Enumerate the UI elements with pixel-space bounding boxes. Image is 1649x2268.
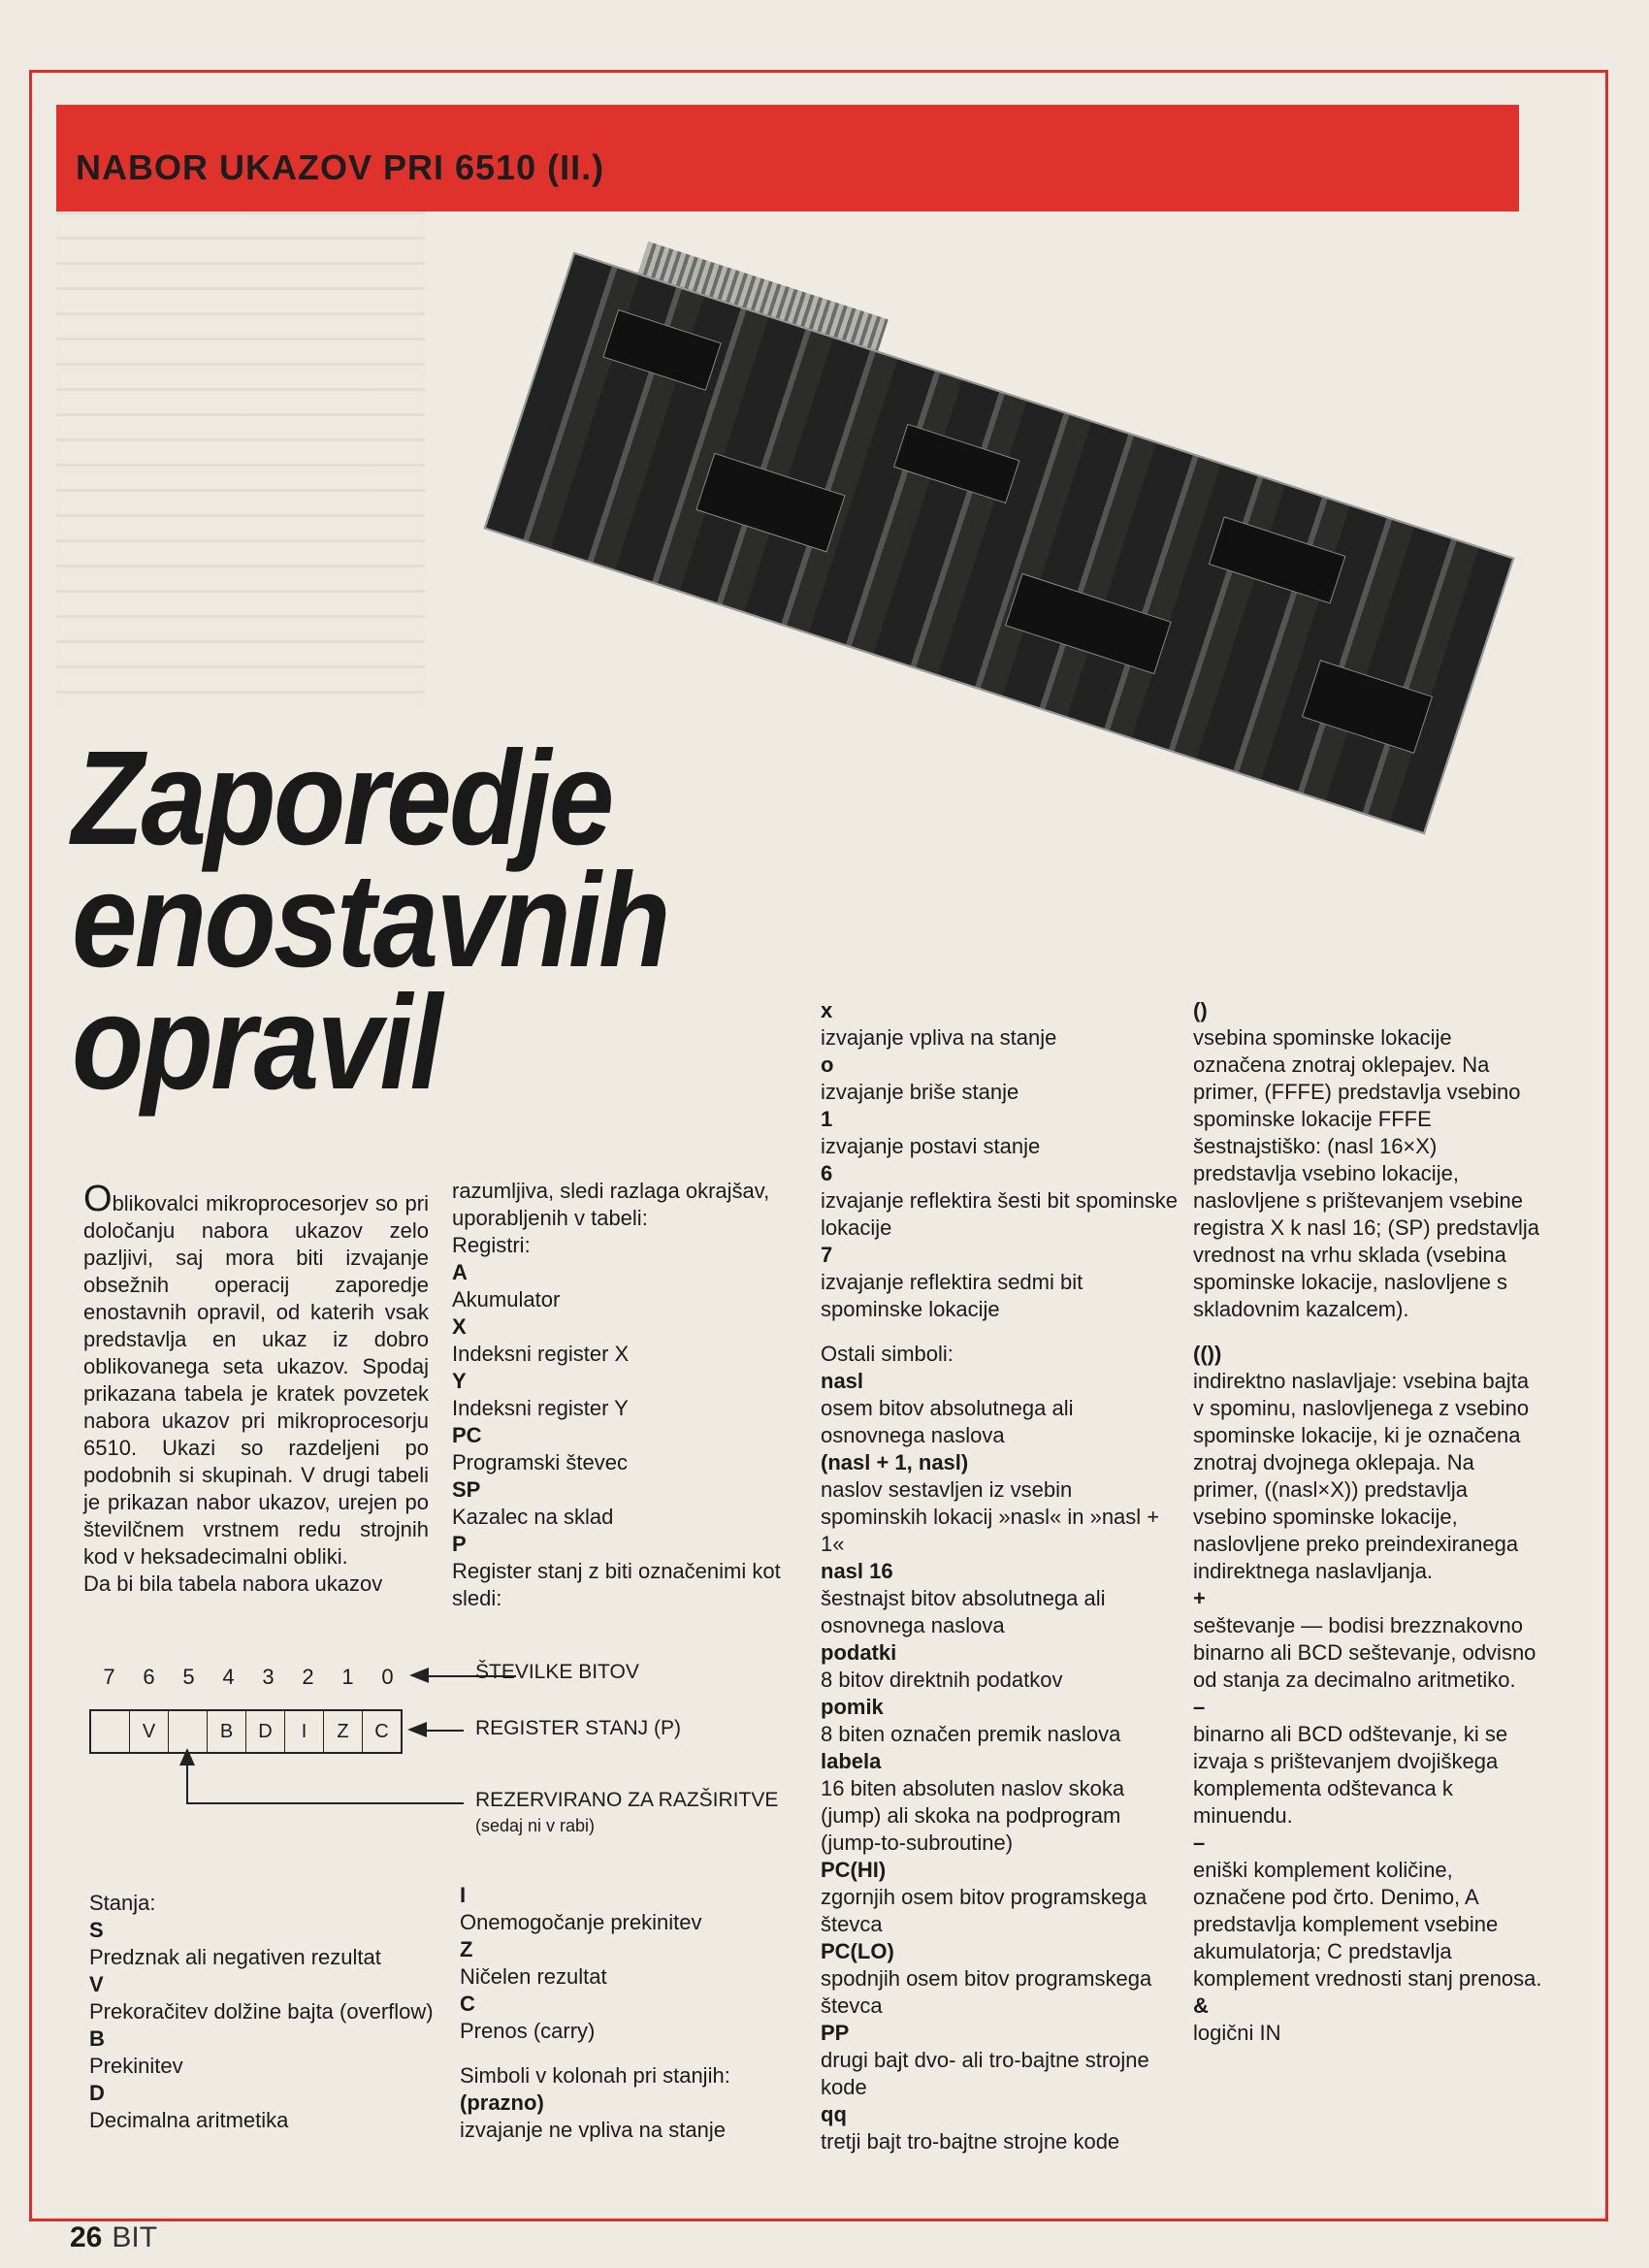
section-header-bar — [56, 105, 1519, 211]
symbol-desc: seštevanje — bodisi brezznakovno binarno ali BCD seštevanje, odvisno od stanja za decimalno aritmetiko. — [1193, 1613, 1536, 1692]
register-cell: V — [130, 1711, 169, 1752]
symbol-desc: Decimalna aritmetika — [89, 2108, 289, 2132]
symbol-desc: Prekinitev — [89, 2054, 183, 2078]
bit-number: 7 — [103, 1665, 115, 1689]
symbol-desc: Programski števec — [452, 1450, 628, 1474]
arrow-line — [425, 1730, 464, 1732]
symbol-desc: zgornjih osem bitov programskega števca — [821, 1885, 1148, 1936]
symbol: nasl 16 — [821, 1559, 893, 1583]
status-register-box — [89, 1709, 403, 1754]
symbol-desc: izvajanje briše stanje — [821, 1080, 1019, 1104]
symbol: V — [89, 1972, 104, 1996]
label-reserved-note: (sedaj ni v rabi) — [475, 1816, 596, 1835]
symbol-desc: izvajanje vpliva na stanje — [821, 1025, 1057, 1050]
bit-number: 1 — [341, 1665, 354, 1689]
magazine-name: BIT — [112, 2221, 158, 2253]
symbol: & — [1193, 1993, 1209, 2018]
register-cell: B — [208, 1711, 246, 1752]
label-bit-numbers: ŠTEVILKE BITOV — [475, 1661, 639, 1683]
register-cell — [91, 1711, 130, 1752]
symbol: SP — [452, 1477, 481, 1502]
symbol-desc: izvajanje ne vpliva na stanje — [460, 2118, 726, 2142]
bit-number: 6 — [143, 1665, 155, 1689]
symbol-desc: logični IN — [1193, 2021, 1281, 2045]
symbol: D — [89, 2081, 105, 2105]
register-cell: Z — [324, 1711, 363, 1752]
symbol: PC — [452, 1423, 482, 1447]
symbol-desc: Predznak ali negativen rezultat — [89, 1945, 381, 1969]
symbol-desc: Prekoračitev dolžine bajta (overflow) — [89, 1999, 434, 2024]
bleed-through-text — [56, 211, 425, 706]
symbol: A — [452, 1260, 468, 1284]
section-header-title: NABOR UKAZOV PRI 6510 (II.) — [76, 147, 605, 187]
chip — [602, 309, 722, 391]
symbol: pomik — [821, 1695, 884, 1719]
article-title — [72, 724, 668, 1118]
symbol: x — [821, 998, 833, 1022]
subheading: Registri: — [452, 1233, 531, 1257]
symbol: PC(LO) — [821, 1939, 894, 1963]
register-cell: C — [374, 1720, 389, 1742]
drop-cap: O — [83, 1179, 113, 1219]
subheading: Simboli v kolonah pri stanjih: — [460, 2063, 730, 2088]
column-4 — [1193, 997, 1542, 2047]
symbol-desc: binarno ali BCD odštevanje, ki se izvaja s prištevanjem dvojiškega komplementa odštevanca k minuendu. — [1193, 1722, 1508, 1828]
symbol: () — [1193, 998, 1208, 1022]
symbol-desc: eniški komplement količine, označene pod črto. Denimo, A predstavlja komplement vsebine akumulatorja; C predstavlja komplement vrednosti stanj prenosa. — [1193, 1858, 1542, 1991]
symbol: podatki — [821, 1640, 897, 1665]
bit-number: 3 — [262, 1665, 275, 1689]
bit-number: 2 — [302, 1665, 314, 1689]
chip — [893, 424, 1020, 503]
arrow-line — [186, 1802, 464, 1804]
bit-number: 4 — [222, 1665, 235, 1689]
symbol-desc: Indeksni register X — [452, 1342, 630, 1366]
symbol-desc: 8 biten označen premik naslova — [821, 1722, 1121, 1746]
symbol: S — [89, 1918, 104, 1942]
article-title-line: opravil — [72, 968, 440, 1118]
symbol-desc: Akumulator — [452, 1287, 561, 1312]
symbol-desc: naslov sestavljen iz vsebin spominskih lokacij »nasl« in »nasl + 1« — [821, 1477, 1160, 1556]
register-cell — [169, 1711, 208, 1752]
body-text: Da bi bila tabela nabora ukazov — [83, 1571, 383, 1596]
page-footer — [70, 2221, 157, 2254]
symbol-desc: 16 biten absoluten naslov skoka (jump) ali skoka na podprogram (jump-to-subroutine) — [821, 1776, 1125, 1855]
symbol-desc: indirektno naslavljaje: vsebina bajta v spominu, naslovljenega z vsebino spominske lokacije, ki je označena znotraj dvojnega oklepaja. Na primer, ((nasl×X)) predstavlja vsebino spominske lokacije, naslovljene preko preindexiranega indirektnega naslavljanja. — [1193, 1369, 1530, 1583]
symbol: (()) — [1193, 1342, 1222, 1366]
bit-numbers — [89, 1665, 407, 1690]
symbol: Y — [452, 1369, 467, 1393]
symbol-desc: vsebina spominske lokacije označena znotraj oklepajev. Na primer, (FFFE) predstavlja vsebino spominske lokacije FFFE šestnajstiško: (nasl 16×X) predstavlja vsebino lokacije, naslovljene s prištevanjem vsebine registra X k nasl 16; (SP) predstavlja vrednost na vrhu sklada (vsebina spominske lokacije, naslovljene s skladovnim kazalcem). — [1193, 1025, 1540, 1321]
bit-number: 0 — [381, 1665, 394, 1689]
symbol: PC(HI) — [821, 1858, 887, 1882]
symbol: nasl — [821, 1369, 864, 1393]
symbol-desc: drugi bajt dvo- ali tro-bajtne strojne kode — [821, 2048, 1149, 2099]
symbol: C — [460, 1992, 475, 2016]
symbol-desc: Prenos (carry) — [460, 2019, 596, 2043]
arrow-up-icon — [179, 1748, 195, 1766]
symbol: PP — [821, 2021, 850, 2045]
symbol: (prazno) — [460, 2090, 544, 2115]
symbol-desc: Ničelen rezultat — [460, 1964, 607, 1989]
status-register-diagram — [89, 1651, 826, 1855]
symbol-desc: 8 bitov direktnih podatkov — [821, 1668, 1063, 1692]
symbol-desc: tretji bajt tro-bajtne strojne kode — [821, 2129, 1120, 2154]
symbol: qq — [821, 2102, 847, 2126]
register-cell: D — [246, 1711, 285, 1752]
symbol-desc: osem bitov absolutnega ali osnovnega naslova — [821, 1396, 1074, 1447]
symbol: I — [460, 1883, 467, 1907]
symbol-desc: izvajanje postavi stanje — [821, 1134, 1041, 1158]
symbol: 7 — [821, 1243, 833, 1267]
article-title-line: enostavnih — [72, 846, 668, 995]
article-title-line: Zaporedje — [72, 724, 612, 873]
symbol: (nasl + 1, nasl) — [821, 1450, 969, 1474]
label-reserved: REZERVIRANO ZA RAZŠIRITVE — [475, 1789, 779, 1811]
symbol: 1 — [821, 1107, 833, 1131]
symbol: + — [1193, 1586, 1206, 1610]
body-text: blikovalci mikroprocesorjev so pri določanju nabora ukazov zelo pazljivi, saj mora biti izvajanje obsežnih operacij zaporedje enostavnih opravil, od katerih vsak predstavlja en ukaz iz dobro oblikovanega seta ukazov. Spodaj prikazana tabela je kratek povzetek nabora ukazov pri mikroprocesorju 6510. Ukazi so razdeljeni po podobnih si skupinah. V drugi tabeli je prikazan nabor ukazov, urejen po številčnem vrstnem redu strojnih kod v heksadecimalni obliki. — [83, 1191, 429, 1569]
symbol: B — [89, 2026, 105, 2051]
symbol: Z — [460, 1937, 473, 1961]
symbol: o — [821, 1053, 834, 1077]
arrow-left-icon — [409, 1668, 429, 1683]
column-3 — [821, 997, 1180, 2155]
column-2 — [452, 1178, 797, 1612]
symbol-desc: šestnajst bitov absolutnega ali osnovnega naslova — [821, 1586, 1106, 1637]
chip — [695, 453, 845, 553]
subheading: Stanja: — [89, 1891, 156, 1915]
label-status-register: REGISTER STANJ (P) — [475, 1717, 681, 1739]
chip — [1209, 516, 1346, 603]
symbol: P — [452, 1532, 467, 1556]
symbol: X — [452, 1314, 467, 1339]
register-cell: I — [285, 1711, 324, 1752]
chip — [1005, 573, 1172, 674]
symbol-desc: izvajanje reflektira šesti bit spominske lokacije — [821, 1188, 1179, 1240]
symbol: – — [1193, 1695, 1206, 1719]
symbol-desc: izvajanje reflektira sedmi bit spominske lokacije — [821, 1270, 1083, 1321]
symbol: 6 — [821, 1161, 833, 1185]
chip — [1302, 660, 1433, 754]
column-1 — [83, 1179, 429, 1598]
symbol: – — [1193, 1831, 1206, 1855]
bit-number: 5 — [182, 1665, 195, 1689]
arrow-left-icon — [407, 1722, 427, 1737]
symbol-desc: spodnjih osem bitov programskega števca — [821, 1966, 1152, 2018]
symbol-desc: Onemogočanje prekinitev — [460, 1910, 702, 1934]
states-column-2 — [460, 1882, 809, 2144]
states-column — [89, 1890, 438, 2134]
symbol: labela — [821, 1749, 882, 1773]
symbol-desc: Kazalec na sklad — [452, 1505, 614, 1529]
symbol-desc: Register stanj z biti označenimi kot sledi: — [452, 1559, 781, 1610]
symbol-desc: Indeksni register Y — [452, 1396, 629, 1420]
body-text: razumljiva, sledi razlaga okrajšav, uporabljenih v tabeli: — [452, 1179, 770, 1230]
page-number: 26 — [70, 2221, 103, 2253]
subheading: Ostali simboli: — [821, 1342, 954, 1366]
